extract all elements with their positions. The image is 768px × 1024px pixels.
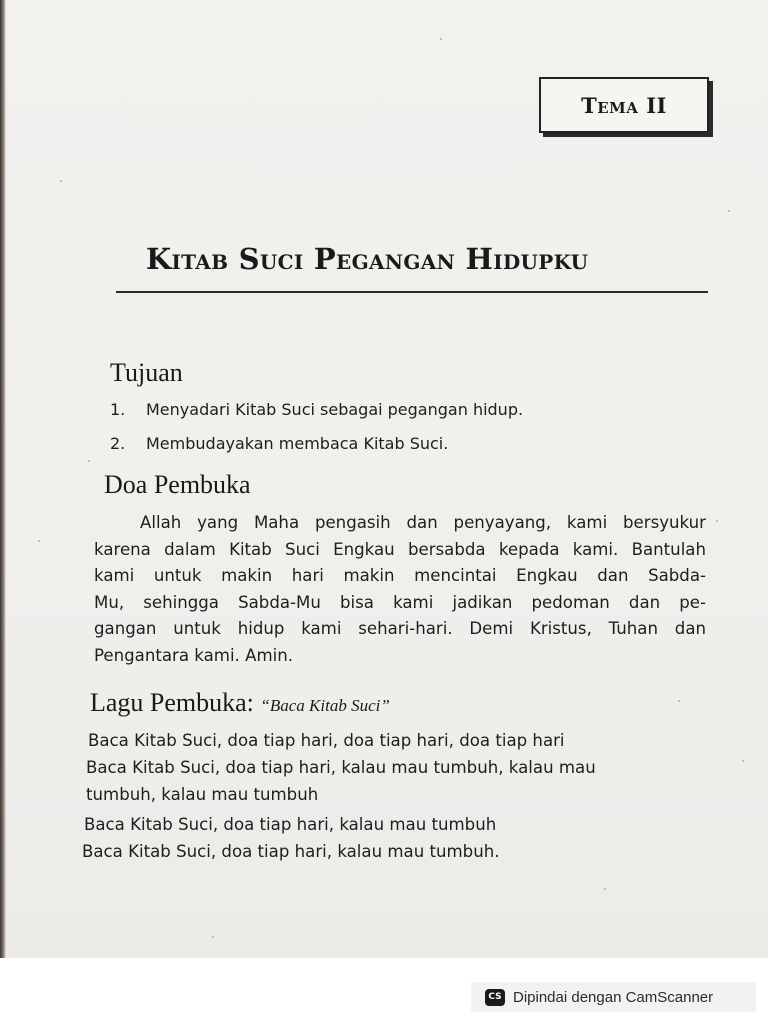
camscanner-watermark bbox=[471, 982, 756, 1012]
song-title: “Baca Kitab Suci” bbox=[260, 696, 390, 715]
prayer-line: karena dalam Kitab Suci Engkau bersabda kepada kami. Bantulah bbox=[94, 539, 706, 559]
camscanner-logo-icon: CS bbox=[485, 989, 505, 1006]
chapter-title: Kitab Suci Pegangan Hidupku bbox=[146, 242, 589, 276]
scan-speck bbox=[212, 936, 214, 938]
scan-speck bbox=[728, 210, 730, 212]
scan-speck bbox=[440, 38, 442, 40]
scan-speck bbox=[716, 520, 718, 522]
prayer-line: Pengantara kami. Amin. bbox=[94, 645, 294, 665]
list-item-text: Membudayakan membaca Kitab Suci. bbox=[146, 434, 449, 453]
opening-song-label: Lagu Pembuka: bbox=[90, 688, 254, 717]
prayer-line: gangan untuk hidup kami sehari-hari. Demi Kristus, Tuhan dan bbox=[94, 619, 706, 639]
lyric-line: Baca Kitab Suci, doa tiap hari, kalau mau tumbuh. bbox=[82, 842, 500, 861]
prayer-line: kami untuk makin hari makin mencintai Engkau dan Sabda- bbox=[94, 566, 706, 586]
title-underline bbox=[116, 291, 708, 293]
objectives-list bbox=[110, 396, 523, 464]
lyric-line: Baca Kitab Suci, doa tiap hari, kalau mau tumbuh bbox=[84, 815, 497, 834]
watermark-text: Dipindai dengan CamScanner bbox=[513, 988, 714, 1006]
scan-speck bbox=[88, 460, 90, 462]
list-item bbox=[110, 430, 523, 464]
theme-label: Tema II bbox=[581, 92, 667, 118]
scan-speck bbox=[38, 540, 40, 542]
opening-prayer-text bbox=[94, 510, 706, 670]
opening-song-heading bbox=[90, 688, 390, 718]
prayer-line: Mu, sehingga Sabda-Mu bisa kami jadikan pedoman dan pe- bbox=[94, 592, 706, 612]
objectives-heading: Tujuan bbox=[110, 358, 183, 387]
lyric-line: Baca Kitab Suci, doa tiap hari, kalau mau tumbuh, kalau mau bbox=[86, 758, 596, 777]
list-item bbox=[110, 396, 523, 430]
list-item-number: 2. bbox=[110, 434, 126, 453]
list-item-text: Menyadari Kitab Suci sebagai pegangan hidup. bbox=[146, 400, 524, 419]
opening-prayer-heading: Doa Pembuka bbox=[104, 470, 251, 499]
prayer-line: Allah yang Maha pengasih dan penyayang, kami bersyukur bbox=[140, 513, 706, 532]
list-item-number: 1. bbox=[110, 400, 126, 419]
scan-speck bbox=[742, 760, 744, 762]
scan-speck bbox=[678, 700, 680, 702]
theme-label-box bbox=[539, 77, 709, 133]
lyric-line: Baca Kitab Suci, doa tiap hari, doa tiap hari, doa tiap hari bbox=[88, 731, 565, 750]
page-edge-shadow bbox=[0, 0, 6, 958]
scan-speck bbox=[604, 888, 606, 890]
lyric-line: tumbuh, kalau mau tumbuh bbox=[86, 785, 319, 804]
scan-speck bbox=[60, 180, 62, 182]
